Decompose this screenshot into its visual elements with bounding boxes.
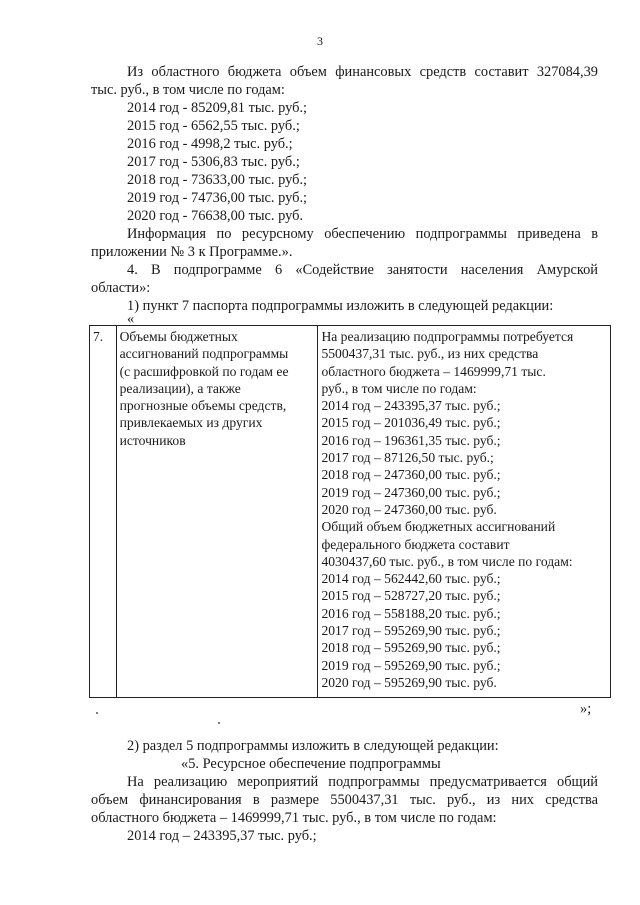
value-line: 2019 год – 247360,00 тыс. руб.; — [321, 484, 501, 500]
value-line: 2020 год – 595269,90 тыс. руб. — [321, 674, 497, 690]
value-line: 5500437,31 тыс. руб., из них средства — [321, 346, 539, 362]
value-line: На реализацию подпрограммы потребуется — [321, 329, 574, 344]
value-line: Общий объем бюджетных ассигнований — [321, 519, 556, 535]
year-line-2016: 2016 год - 4998,2 тыс. руб.; — [127, 136, 293, 152]
year-line-2015: 2015 год - 6562,55 тыс. руб.; — [127, 118, 300, 134]
year-line-2019: 2019 год - 74736,00 тыс. руб.; — [127, 190, 308, 206]
row-number-cell — [90, 326, 117, 698]
scan-speck — [218, 722, 220, 724]
year-line-2018: 2018 год - 73633,00 тыс. руб.; — [127, 172, 308, 188]
value-line: 2016 год – 196361,35 тыс. руб.; — [321, 432, 501, 448]
row-number: 7. — [93, 329, 104, 344]
item2-line: 2) раздел 5 подпрограммы изложить в следующей редакции: — [127, 738, 499, 754]
info-line-1: Информация по ресурсному обеспечению подпрограммы приведена в — [127, 226, 598, 242]
value-line: 2015 год – 528727,20 тыс. руб.; — [321, 588, 501, 604]
item1-line: 1) пункт 7 паспорта подпрограммы изложить в следующей редакции: — [127, 298, 554, 314]
table-row — [90, 326, 611, 698]
final-paragraph-line-3: областного бюджета – 1469999,71 тыс. руб., в том числе по годам: — [91, 810, 497, 826]
final-paragraph-line-4: 2014 год – 243395,37 тыс. руб.; — [127, 828, 317, 844]
passport-table — [89, 325, 611, 698]
value-line: 2016 год – 558188,20 тыс. руб.; — [321, 605, 501, 621]
value-line: 2017 год – 87126,50 тыс. руб.; — [321, 450, 494, 466]
final-paragraph-line-2: объем финансирования в размере 5500437,31 тыс. руб., из них средства — [91, 792, 598, 808]
value-line: 2020 год – 247360,00 тыс. руб. — [321, 501, 497, 517]
value-line: областного бюджета – 1469999,71 тыс. — [321, 363, 546, 379]
year-line-2020: 2020 год - 76638,00 тыс. руб. — [127, 208, 304, 224]
value-line: 2017 год – 595269,90 тыс. руб.; — [321, 623, 501, 639]
value-cell — [318, 326, 611, 698]
closing-quote: »; — [580, 701, 592, 717]
item4-line-1: 4. В подпрограмме 6 «Содействие занятости населения Амурской — [127, 262, 598, 278]
value-line: руб., в том числе по годам: — [321, 380, 477, 396]
label-line: реализации), а также — [119, 380, 241, 396]
value-line: 2014 год – 562442,60 тыс. руб.; — [321, 571, 501, 587]
item4-line-2: области»: — [91, 280, 151, 296]
value-line: 2018 год – 595269,90 тыс. руб.; — [321, 640, 501, 656]
value-line: федерального бюджета составит — [321, 536, 510, 552]
value-line: 2019 год – 595269,90 тыс. руб.; — [321, 657, 501, 673]
label-line: прогнозные объемы средств, — [119, 398, 287, 414]
label-line: источников — [119, 432, 186, 448]
value-line: 2014 год – 243395,37 тыс. руб.; — [321, 398, 501, 414]
value-line: 4030437,60 тыс. руб., в том числе по годам: — [321, 553, 573, 569]
label-line: ассигнований подпрограммы — [119, 346, 289, 362]
page-number: 3 — [317, 34, 323, 48]
scan-speck — [96, 712, 98, 714]
label-cell — [116, 326, 318, 698]
label-line: привлекаемых из других — [119, 415, 263, 431]
label-line: (с расшифровкой по годам ее — [119, 363, 289, 379]
label-line: Объемы бюджетных — [119, 329, 238, 344]
year-line-2017: 2017 год - 5306,83 тыс. руб.; — [127, 154, 300, 170]
value-line: 2018 год – 247360,00 тыс. руб.; — [321, 467, 501, 483]
value-line: 2015 год – 201036,49 тыс. руб.; — [321, 415, 501, 431]
year-line-2014: 2014 год - 85209,81 тыс. руб.; — [127, 100, 308, 116]
final-paragraph-line-1: На реализацию мероприятий подпрограммы предусматривается общий — [127, 774, 598, 790]
opening-quote: « — [127, 311, 135, 327]
budget-paragraph-line-2: тыс. руб., в том числе по годам: — [91, 82, 285, 98]
budget-paragraph-line-1: Из областного бюджета объем финансовых средств составит 327084,39 — [127, 64, 598, 80]
info-line-2: приложении № 3 к Программе.». — [91, 244, 293, 260]
section-title: «5. Ресурсное обеспечение подпрограммы — [181, 756, 441, 772]
